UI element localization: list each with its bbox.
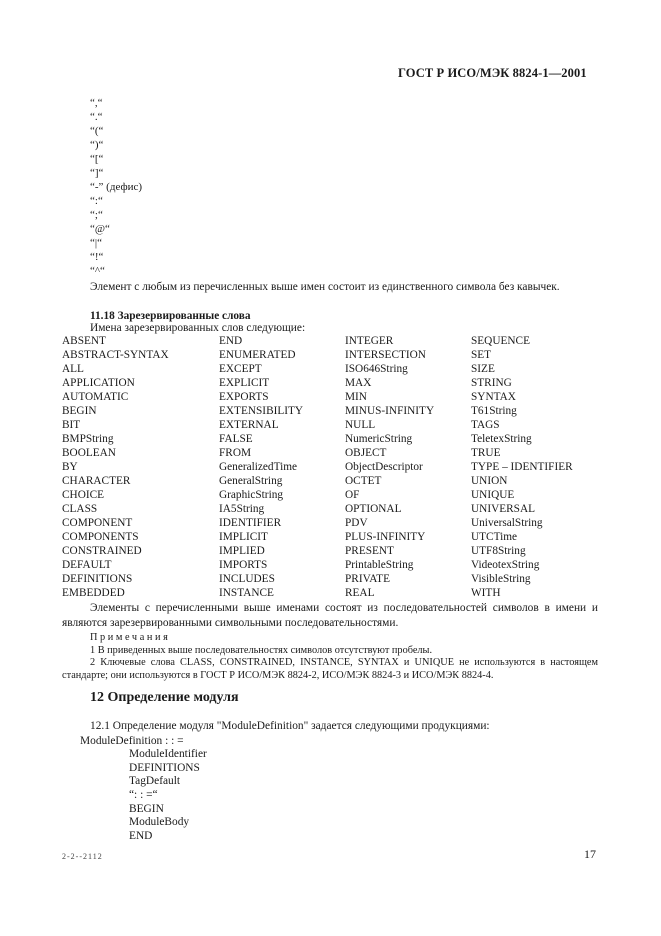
reserved-word: ObjectDescriptor <box>345 461 423 473</box>
table-row <box>62 460 601 474</box>
table-row <box>62 488 601 502</box>
reserved-word: CHARACTER <box>62 475 131 487</box>
table-row <box>62 390 601 404</box>
table-row <box>62 404 601 418</box>
reserved-word: UTCTime <box>471 531 518 543</box>
reserved-word: ABSTRACT-SYNTAX <box>62 349 169 361</box>
reserved-word: VideotexString <box>471 559 540 571</box>
reserved-word: EXPLICIT <box>219 377 270 389</box>
reserved-word: INTERSECTION <box>345 349 426 361</box>
reserved-word: GeneralizedTime <box>219 461 298 473</box>
reserved-word: TYPE – IDENTIFIER <box>471 461 573 473</box>
table-row <box>62 572 601 586</box>
reserved-word: SEQUENCE <box>471 335 530 347</box>
reserved-word: OCTET <box>345 475 382 487</box>
reserved-word: SET <box>471 349 492 361</box>
symbol-item: “!“ <box>90 251 104 263</box>
reserved-word: INSTANCE <box>219 587 274 599</box>
table-row <box>62 558 601 572</box>
production-item: ModuleBody <box>129 816 190 829</box>
table-row <box>62 586 601 600</box>
symbol-item: “;“ <box>90 209 103 221</box>
reserved-word: UTF8String <box>471 545 526 557</box>
reserved-word: END <box>219 335 243 347</box>
reserved-word: ALL <box>62 363 84 375</box>
reserved-word: TRUE <box>471 447 501 459</box>
reserved-word: AUTOMATIC <box>62 391 129 403</box>
reserved-word: FALSE <box>219 433 253 445</box>
paragraph-12-1: 12.1 Определение модуля "ModuleDefinition" задается следующими продукциями: <box>90 720 490 732</box>
notes-label: Примечания <box>90 632 171 643</box>
reserved-word: BOOLEAN <box>62 447 116 459</box>
reserved-word: TeletexString <box>471 433 532 445</box>
reserved-word: CONSTRAINED <box>62 545 142 557</box>
reserved-word: UniversalString <box>471 517 543 529</box>
production-item: “: : =“ <box>129 789 158 802</box>
reserved-word: NULL <box>345 419 376 431</box>
production-item: BEGIN <box>129 802 164 815</box>
reserved-word: TAGS <box>471 419 500 431</box>
symbol-item: “@“ <box>90 223 110 235</box>
reserved-word: EMBEDDED <box>62 587 125 599</box>
table-row <box>62 418 601 432</box>
reserved-word: T61String <box>471 405 517 417</box>
reserved-word: SYNTAX <box>471 391 516 403</box>
symbol-item: “.“ <box>90 111 103 123</box>
symbol-list <box>90 96 142 278</box>
reserved-word: COMPONENTS <box>62 531 139 543</box>
reserved-word: FROM <box>219 447 252 459</box>
section-title-11-18: 11.18 Зарезервированные слова <box>90 310 251 322</box>
reserved-word: VisibleString <box>471 573 531 585</box>
table-row <box>62 474 601 488</box>
table-row <box>62 334 601 348</box>
reserved-word: UNIVERSAL <box>471 503 536 515</box>
reserved-word: BEGIN <box>62 405 97 417</box>
reserved-word: IDENTIFIER <box>219 517 282 529</box>
symbol-item: “[“ <box>90 153 104 165</box>
symbol-item: “(“ <box>90 125 104 137</box>
note-1: 1 В приведенных выше последовательностях символов отсутствуют пробелы. <box>90 645 433 656</box>
symbols-paragraph: Элемент с любым из перечисленных выше имен состоит из единственного символа без кавычек. <box>90 281 560 293</box>
table-row <box>62 502 601 516</box>
production-item: ModuleIdentifier <box>129 748 207 760</box>
reserved-word: APPLICATION <box>62 377 135 389</box>
symbol-item: “-” (дефис) <box>90 181 143 193</box>
reserved-word: UNIQUE <box>471 489 515 501</box>
reserved-word: STRING <box>471 377 512 389</box>
reserved-word: CLASS <box>62 503 98 515</box>
table-row <box>62 446 601 460</box>
reserved-word: PLUS-INFINITY <box>345 531 426 543</box>
reserved-word: EXTENSIBILITY <box>219 405 304 417</box>
reserved-word: EXTERNAL <box>219 419 279 431</box>
reserved-word: OPTIONAL <box>345 503 402 515</box>
reserved-word: MAX <box>345 377 372 389</box>
symbol-item: “^“ <box>90 265 105 277</box>
production-items <box>80 748 207 844</box>
symbol-item: “,“ <box>90 97 103 109</box>
reserved-word: ISO646String <box>345 363 408 375</box>
table-row <box>62 530 601 544</box>
document-header: ГОСТ Р ИСО/МЭК 8824-1—2001 <box>398 66 587 80</box>
production-item: TagDefault <box>129 775 181 788</box>
symbol-item: “:“ <box>90 195 103 207</box>
reserved-word: IMPORTS <box>219 559 268 571</box>
reserved-word: NumericString <box>345 433 413 445</box>
note-2: 2 Ключевые слова CLASS, CONSTRAINED, INSTANCE, SYNTAX и UNIQUE не используются в настоящем стандарте; они используются в ГОСТ Р ИСО/МЭК 8824-2, ИСО/МЭК 8824-3 и ИСО/МЭК 8824-4. <box>62 657 598 681</box>
symbol-item: “)“ <box>90 139 104 151</box>
reserved-word: SIZE <box>471 363 495 375</box>
reserved-word: GeneralString <box>219 475 283 487</box>
reserved-word: PDV <box>345 517 368 529</box>
reserved-word: DEFAULT <box>62 559 112 571</box>
symbol-item: “]“ <box>90 167 104 179</box>
reserved-word: PRIVATE <box>345 573 390 585</box>
symbol-item: “|“ <box>90 237 102 249</box>
production-item: END <box>129 830 153 843</box>
reserved-word: WITH <box>471 587 501 599</box>
page-number: 17 <box>584 847 596 861</box>
reserved-words-paragraph: Элементы с перечисленными выше именами состоят из последовательностей символов в имени и являются зарезервированными символьными последовательностями. <box>62 602 598 629</box>
table-row <box>62 376 601 390</box>
reserved-word: BIT <box>62 419 81 431</box>
reserved-word: MIN <box>345 391 367 403</box>
table-row <box>62 362 601 376</box>
reserved-word: DEFINITIONS <box>62 573 133 585</box>
reserved-word: INTEGER <box>345 335 394 347</box>
reserved-word: PRESENT <box>345 545 394 557</box>
table-row <box>62 544 601 558</box>
reserved-word: ENUMERATED <box>219 349 296 361</box>
section-title-12: 12 Определение модуля <box>90 690 239 705</box>
reserved-word: EXPORTS <box>219 391 269 403</box>
table-row <box>62 516 601 530</box>
production-head: ModuleDefinition : : = <box>80 735 184 747</box>
reserved-word: GraphicString <box>219 489 284 501</box>
reserved-word: IA5String <box>219 503 265 515</box>
reserved-word: OF <box>345 489 360 501</box>
production-item: DEFINITIONS <box>129 761 200 774</box>
reserved-word: BY <box>62 461 78 473</box>
reserved-word: EXCEPT <box>219 363 262 375</box>
table-row <box>62 348 601 362</box>
reserved-word: IMPLIED <box>219 545 265 557</box>
reserved-word: IMPLICIT <box>219 531 268 543</box>
table-row <box>62 432 601 446</box>
reserved-word: PrintableString <box>345 559 414 571</box>
reserved-word: COMPONENT <box>62 517 133 529</box>
reserved-words-intro: Имена зарезервированных слов следующие: <box>90 322 306 334</box>
reserved-word: ABSENT <box>62 335 106 347</box>
reserved-word: UNION <box>471 475 508 487</box>
reserved-word: INCLUDES <box>219 573 275 585</box>
module-definition-production <box>80 734 207 844</box>
reserved-word: BMPString <box>62 433 114 445</box>
reserved-word: MINUS-INFINITY <box>345 405 435 417</box>
reserved-word: CHOICE <box>62 489 105 501</box>
reserved-words-table <box>62 334 601 600</box>
reserved-word: REAL <box>345 587 375 599</box>
reserved-word: OBJECT <box>345 447 387 459</box>
footer-code: 2-2--2112 <box>62 852 103 861</box>
